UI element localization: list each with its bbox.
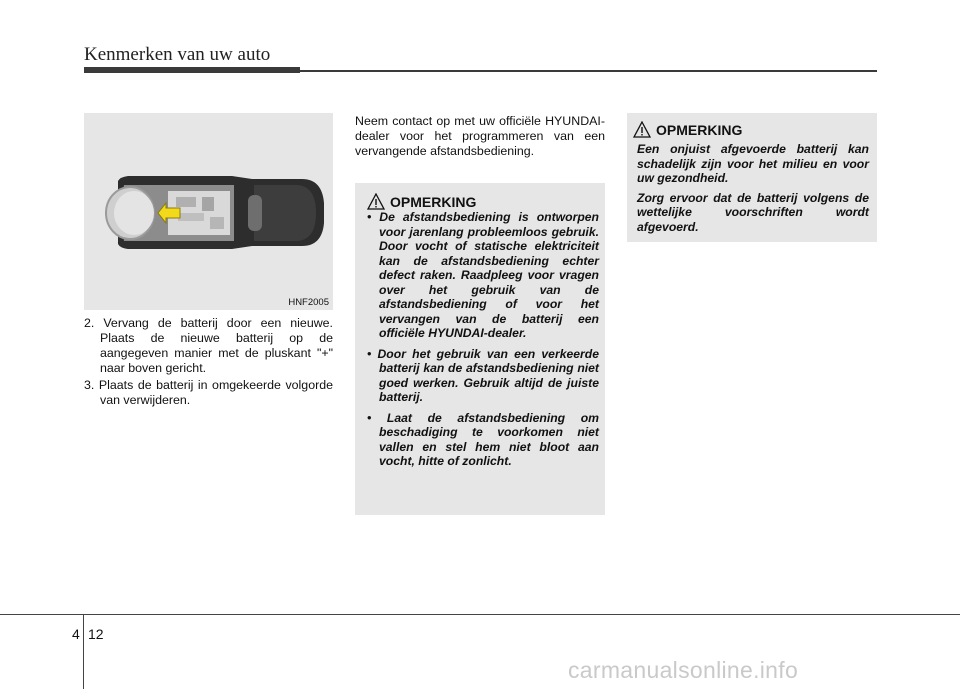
key-fob-illustration [84,113,333,310]
notice-bullet: • Door het gebruik van een verkeerde batterij kan de afstandsbediening niet goed werken. Gebruik altijd de juiste batterij. [367,346,599,404]
warning-icon [367,193,385,210]
footer-divider [83,614,84,689]
notice-box-middle [355,183,605,515]
header-rule [300,70,877,72]
notice-box-right [627,113,877,242]
notice-bullet: • De afstandsbediening is ontworpen voor jarenlang probleemloos gebruik. Door vocht of statische elektriciteit kan de afstandsbediening echter defect raken. Raadpleeg voor vragen over het gebruik van de afstandsbediening of voor het vervangen van de batterij een officiële HYUNDAI-dealer. [367,210,599,340]
notice-heading [627,113,877,138]
warning-icon [633,121,651,138]
footer-rule [0,614,960,615]
notice-title: OPMERKING [656,121,743,138]
page-header-title: Kenmerken van uw auto [84,44,271,65]
notice-title: OPMERKING [390,193,477,210]
figure-code: HNF2005 [288,297,329,308]
page-number: 12 [88,626,104,642]
header-bar [84,67,300,73]
notice-bullet: • Laat de afstandsbediening om beschadiging te voorkomen niet vallen en stel hem niet bloot aan vocht, hitte of zonlicht. [367,410,599,468]
watermark: carmanualsonline.info [568,657,799,683]
step-2: 2. Vervang de batterij door een nieuwe. Plaats de nieuwe batterij op de aangegeven manier met de pluskant "+" naar boven gericht. [84,316,333,375]
notice-heading [355,183,605,210]
notice-paragraph: Een onjuist afgevoerde batterij kan schadelijk zijn voor het milieu en voor uw gezondheid. [637,142,869,185]
steps-list [84,316,333,410]
step-3: 3. Plaats de batterij in omgekeerde volgorde van verwijderen. [84,378,333,407]
notice-paragraph: Zorg ervoor dat de batterij volgens de wettelijke voorschriften wordt afgevoerd. [637,190,869,234]
intro-paragraph: Neem contact op met uw officiële HYUNDAI-dealer voor het programmeren van een vervangende afstandsbediening. [355,114,605,158]
section-number: 4 [72,626,80,642]
key-battery-figure [84,113,333,310]
